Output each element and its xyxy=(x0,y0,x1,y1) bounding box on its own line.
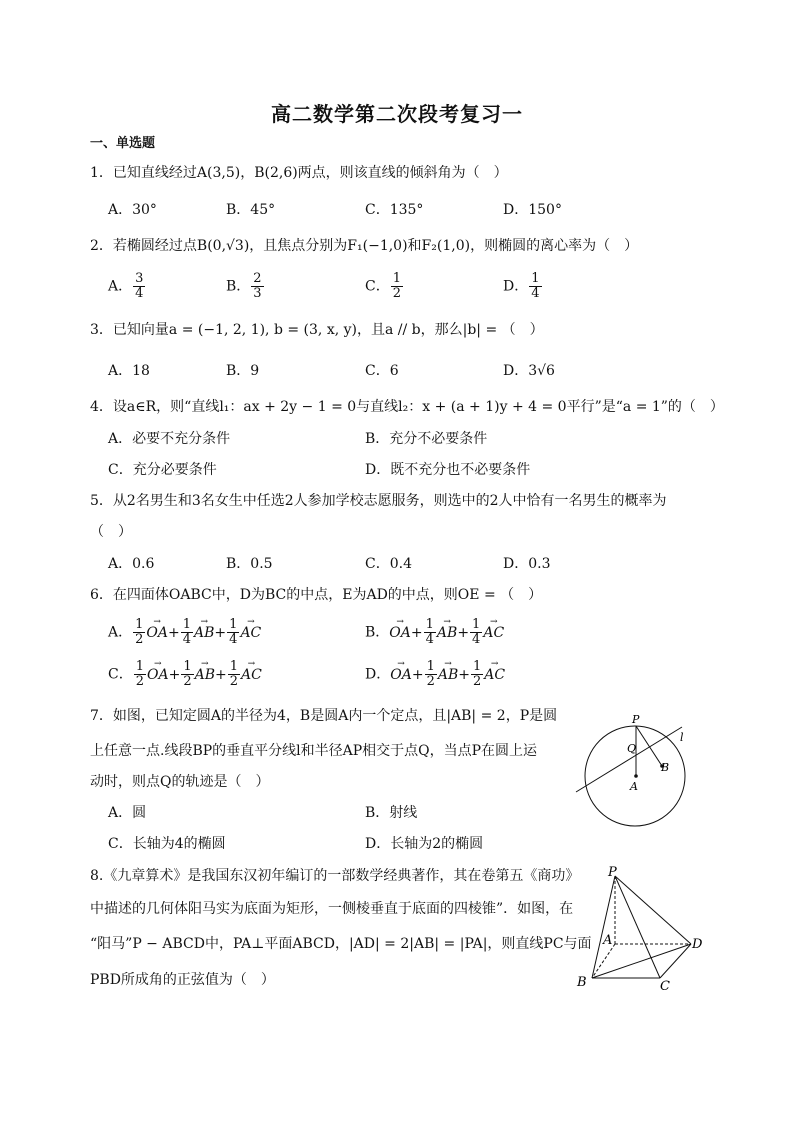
edge-pb xyxy=(592,876,615,978)
q3-option-d[interactable]: D．3√6 xyxy=(503,363,555,379)
question-7-line-2: 上任意一点.线段BP的垂直平分线l和半径AP相交于点Q，当点P在圆上运 xyxy=(90,743,538,759)
question-8-line-2: 中描述的几何体阳马实为底面为矩形，一侧棱垂直于底面的四棱锥”．如图，在 xyxy=(90,901,574,917)
q5-option-a[interactable]: A．0.6 xyxy=(108,556,155,572)
label-b: B xyxy=(577,975,587,990)
point-a xyxy=(634,774,638,778)
q6-option-d-expression: → OA+ $\frac{1}{2}$ → AB+ $\frac{1}{2}$ → AC xyxy=(390,667,505,683)
label-l: l xyxy=(680,731,684,744)
q6-option-d-label: D． xyxy=(365,666,391,683)
q2-option-c[interactable] xyxy=(365,272,404,301)
question-3-stem: 3．已知向量a = (−1, 2, 1), b = (3, x, y)，且a // b，那么|b| = （ ） xyxy=(90,322,544,338)
q2-option-d-label: D． xyxy=(503,278,529,295)
q6-option-b[interactable] xyxy=(365,618,504,647)
q1-option-b[interactable]: B．45° xyxy=(226,202,276,218)
question-8-line-4: PBD所成角的正弦值为（ ） xyxy=(90,972,275,988)
question-2-stem: 2．若椭圆经过点B(0,√3)，且焦点分别为F₁(−1,0)和F₂(1,0)，则椭圆的离心率为（ ） xyxy=(90,238,639,254)
perpendicular-bisector-l xyxy=(576,727,682,792)
q4-option-b[interactable]: B．充分不必要条件 xyxy=(365,431,488,447)
q2-option-d-fraction: $\frac{1}{4}$ xyxy=(531,271,540,301)
q2-option-d[interactable] xyxy=(503,272,543,301)
question-7-line-1: 7．如图，已知定圆A的半径为4，B是圆A内一个定点，且|AB| = 2，P是圆 xyxy=(90,708,558,724)
q2-option-a[interactable] xyxy=(108,272,146,301)
q7-option-b[interactable]: B．射线 xyxy=(365,805,418,821)
question-6-stem: 6．在四面体OABC中，D为BC的中点，E为AD的中点，则OE = （ ） xyxy=(90,587,543,603)
question-1-stem: 1．已知直线经过A(3,5)，B(2,6)两点，则该直线的倾斜角为（ ） xyxy=(90,165,508,181)
label-c: C xyxy=(660,979,670,994)
label-d: D xyxy=(692,937,703,952)
q2-option-a-label: A． xyxy=(108,278,133,295)
q6-option-a-expression: $\frac{1}{2}$ → OA+ $\frac{1}{4}$ → AB+ $\frac{1}{4}$ → AC xyxy=(132,625,261,641)
question-8-line-1: 8.《九章算术》是我国东汉初年编订的一部数学经典著作，其在卷第五《商功》 xyxy=(90,868,580,884)
q3-option-b[interactable]: B．9 xyxy=(226,363,260,379)
label-p: P xyxy=(608,865,617,880)
q6-option-a[interactable] xyxy=(108,618,261,647)
question-5-stem: 5．从2名男生和3名女生中任选2人参加学校志愿服务，则选中的2人中恰有一名男生的概率为 xyxy=(90,493,667,509)
q2-option-c-label: C． xyxy=(365,278,390,295)
label-a: A xyxy=(603,933,613,948)
q5-option-b[interactable]: B．0.5 xyxy=(226,556,273,572)
q6-option-d[interactable] xyxy=(365,660,505,689)
question-8-line-3: “阳马”P − ABCD中，PA⊥平面ABCD，|AD| = 2|AB| = |PA|，则直线PC与面 xyxy=(90,936,592,952)
q2-option-b[interactable] xyxy=(226,272,265,301)
q7-option-a[interactable]: A．圆 xyxy=(108,805,147,821)
label-a: A xyxy=(630,780,638,793)
question-5-stem-continued: （ ） xyxy=(90,524,132,540)
q3-option-c[interactable]: C．6 xyxy=(365,363,399,379)
q2-option-b-fraction: $\frac{2}{3}$ xyxy=(253,271,262,301)
q6-option-c-label: C． xyxy=(108,666,133,683)
q4-option-c[interactable]: C．充分必要条件 xyxy=(108,462,217,478)
q6-option-c-expression: $\frac{1}{2}$ → OA+ $\frac{1}{2}$ → AB+ $\frac{1}{2}$ → AC xyxy=(133,667,262,683)
q4-option-a[interactable]: A．必要不充分条件 xyxy=(108,431,231,447)
q3-option-a[interactable]: A．18 xyxy=(108,363,150,379)
page-title: 高二数学第二次段考复习一 xyxy=(271,102,523,126)
label-b: B xyxy=(661,761,670,774)
edge-pd xyxy=(615,876,691,944)
q2-option-c-fraction: $\frac{1}{2}$ xyxy=(392,271,401,301)
circle-figure xyxy=(570,712,695,832)
question-7-line-3: 动时，则点Q的轨迹是（ ） xyxy=(90,774,270,790)
q2-option-a-fraction: $\frac{3}{4}$ xyxy=(135,271,144,301)
q7-option-c[interactable]: C．长轴为4的椭圆 xyxy=(108,836,226,852)
q5-option-d[interactable]: D．0.3 xyxy=(503,556,551,572)
q1-option-c[interactable]: C．135° xyxy=(365,202,424,218)
q5-option-c[interactable]: C．0.4 xyxy=(365,556,412,572)
q4-option-d[interactable]: D．既不充分也不必要条件 xyxy=(365,462,531,478)
q1-option-d[interactable]: D．150° xyxy=(503,202,562,218)
q7-option-d[interactable]: D．长轴为2的椭圆 xyxy=(365,836,484,852)
q1-option-a[interactable]: A．30° xyxy=(108,202,157,218)
q2-option-b-label: B． xyxy=(226,278,251,295)
q6-option-b-expression: → OA+ $\frac{1}{4}$ → AB+ $\frac{1}{4}$ → AC xyxy=(389,625,504,641)
section-heading: 一、单选题 xyxy=(90,136,156,151)
q6-option-b-label: B． xyxy=(365,624,390,641)
q6-option-a-label: A． xyxy=(108,624,133,641)
label-p: P xyxy=(632,713,640,726)
pyramid-figure xyxy=(570,862,720,997)
q6-option-c[interactable] xyxy=(108,660,262,689)
label-q: Q xyxy=(627,742,637,755)
question-4-stem: 4．设a∈R，则“直线l₁：ax + 2y − 1 = 0与直线l₂：x + (a + 1)y + 4 = 0平行”是“a = 1”的（ ） xyxy=(90,399,724,415)
